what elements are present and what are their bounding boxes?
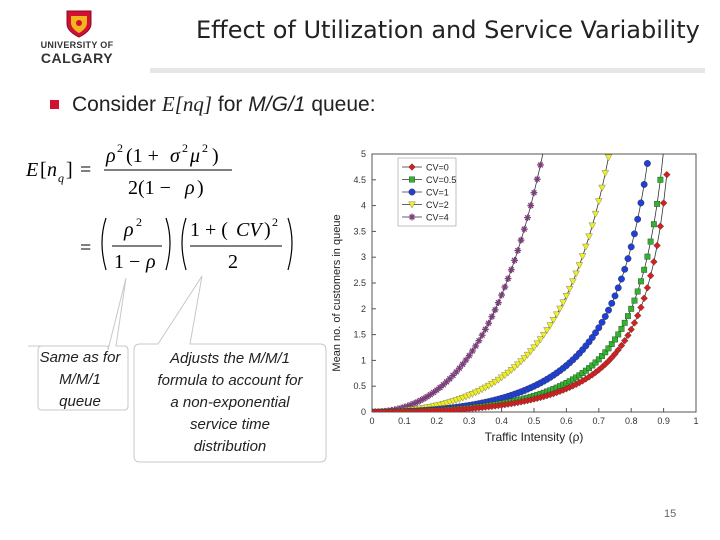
- data-point: [661, 148, 666, 153]
- x-tick-label: 0.4: [495, 416, 508, 426]
- callout-left-line: Same as for: [39, 349, 121, 366]
- data-point: [540, 146, 547, 153]
- data-point: [644, 160, 650, 166]
- data-point: [654, 201, 659, 206]
- data-point: [641, 267, 646, 272]
- legend-label: CV=1: [426, 187, 449, 198]
- y-tick-label: 0: [360, 407, 366, 417]
- legend-marker: [409, 214, 416, 221]
- y-tick-label: 2.5: [353, 278, 366, 288]
- svg-text:E: E: [26, 159, 39, 181]
- callout-left-line: queue: [59, 393, 101, 410]
- callout-right: [136, 348, 324, 458]
- logo-calgary-text: CALGARY: [40, 50, 114, 66]
- data-point: [648, 239, 653, 244]
- logo-university-text: UNIVERSITY OF: [40, 40, 114, 50]
- data-point: [605, 307, 611, 313]
- bullet-suffix: queue:: [311, 93, 376, 116]
- data-point: [616, 332, 621, 337]
- data-point: [635, 289, 640, 294]
- y-tick-label: 3: [360, 252, 366, 263]
- svg-text:1 −: 1 −: [114, 251, 141, 273]
- svg-text:ρ: ρ: [106, 145, 116, 167]
- svg-text:2: 2: [228, 251, 238, 273]
- svg-text:): ): [197, 177, 204, 199]
- queue-chart: [330, 144, 702, 450]
- data-point: [638, 200, 644, 206]
- bullet-prefix: Consider: [72, 93, 157, 116]
- data-point: [612, 337, 617, 342]
- data-point: [631, 231, 637, 237]
- data-point: [524, 214, 531, 221]
- data-point: [459, 361, 466, 368]
- data-point: [628, 244, 634, 250]
- data-point: [645, 254, 650, 259]
- data-point: [609, 300, 615, 306]
- svg-text:2: 2: [202, 141, 208, 155]
- y-tick-label: 1: [360, 355, 366, 366]
- data-point: [632, 298, 637, 303]
- svg-text:CV: CV: [236, 219, 262, 241]
- bullet-mid: for: [217, 93, 243, 116]
- callout-left-line: M/M/1: [59, 371, 101, 388]
- svg-text:q: q: [58, 171, 64, 185]
- data-point: [619, 326, 624, 331]
- svg-text:2: 2: [182, 141, 188, 155]
- callout-right-line: distribution: [193, 438, 267, 455]
- svg-text:ρ: ρ: [124, 219, 134, 241]
- legend-marker: [409, 189, 415, 195]
- legend-marker: [409, 177, 414, 182]
- svg-text:): ): [212, 145, 219, 167]
- y-tick-label: 3.5: [353, 226, 366, 237]
- x-tick-label: 0.7: [592, 416, 606, 426]
- callout-right-line: service time: [189, 416, 271, 433]
- callout-right-line: Adjusts the M/M/1: [169, 350, 291, 367]
- x-tick-label: 0.2: [430, 416, 444, 426]
- data-point: [628, 306, 633, 311]
- legend-label: CV=0.5: [426, 175, 457, 185]
- data-point: [622, 320, 627, 325]
- data-point: [641, 181, 647, 187]
- y-tick-label: 5: [360, 149, 366, 159]
- y-axis-label: Mean no. of customers in queue: [331, 214, 343, 372]
- svg-text:2: 2: [136, 215, 142, 229]
- data-point: [621, 266, 627, 272]
- data-point: [658, 177, 663, 182]
- data-point: [537, 162, 544, 169]
- bullet-expression: E[nq]: [161, 92, 213, 116]
- svg-text:n: n: [47, 159, 57, 181]
- callout-right-line: formula to account for: [157, 372, 303, 389]
- x-tick-label: 0.8: [624, 416, 638, 426]
- svg-text:ρ: ρ: [185, 177, 195, 199]
- x-tick-label: 0.9: [657, 416, 670, 426]
- data-point: [634, 216, 640, 222]
- slide-title: Effect of Utilization and Service Variability: [196, 16, 700, 44]
- data-point: [651, 222, 656, 227]
- callout-left: [34, 347, 126, 413]
- data-point: [638, 279, 643, 284]
- page-number: 15: [664, 508, 677, 520]
- svg-text:2: 2: [272, 215, 278, 229]
- svg-text:ρ: ρ: [146, 251, 156, 273]
- svg-text:=: =: [80, 237, 92, 259]
- svg-text:2(1 −: 2(1 −: [128, 177, 171, 199]
- y-tick-label: 4: [360, 200, 366, 211]
- legend-label: CV=4: [426, 212, 449, 223]
- data-point: [615, 285, 621, 291]
- x-tick-label: 0.6: [560, 416, 573, 426]
- callout-right-line: a non-exponential: [170, 394, 290, 411]
- svg-text:μ: μ: [190, 145, 201, 167]
- svg-text:(1 +: (1 +: [126, 145, 159, 167]
- x-axis-label: Traffic Intensity (ρ): [484, 430, 584, 444]
- data-point: [518, 237, 525, 244]
- svg-text:]: ]: [66, 159, 73, 181]
- x-tick-label: 0.3: [462, 416, 476, 426]
- x-tick-label: 0: [369, 416, 375, 426]
- data-point: [625, 313, 630, 318]
- data-point: [602, 313, 608, 319]
- y-tick-label: 0.5: [353, 381, 366, 392]
- svg-text:1 + (: 1 + (: [190, 219, 228, 241]
- data-point: [521, 226, 528, 233]
- x-tick-label: 0.5: [527, 416, 541, 426]
- data-point: [625, 255, 631, 261]
- y-tick-label: 1.5: [353, 329, 366, 340]
- data-point: [612, 293, 618, 299]
- data-point: [514, 247, 521, 254]
- bullet-model: M/G/1: [248, 93, 306, 116]
- legend-label: CV=0: [426, 162, 449, 173]
- data-point: [599, 319, 605, 325]
- svg-text:): ): [264, 219, 271, 241]
- y-tick-label: 4.5: [353, 174, 366, 185]
- x-tick-label: 1: [693, 416, 699, 426]
- legend-label: CV=2: [426, 200, 449, 210]
- data-point: [618, 276, 624, 282]
- y-tick-label: 2: [360, 303, 366, 314]
- svg-text:σ: σ: [170, 145, 180, 167]
- svg-text:[: [: [40, 159, 47, 181]
- x-tick-label: 0.1: [398, 416, 411, 426]
- svg-text:=: =: [80, 159, 92, 181]
- svg-text:2: 2: [117, 141, 123, 155]
